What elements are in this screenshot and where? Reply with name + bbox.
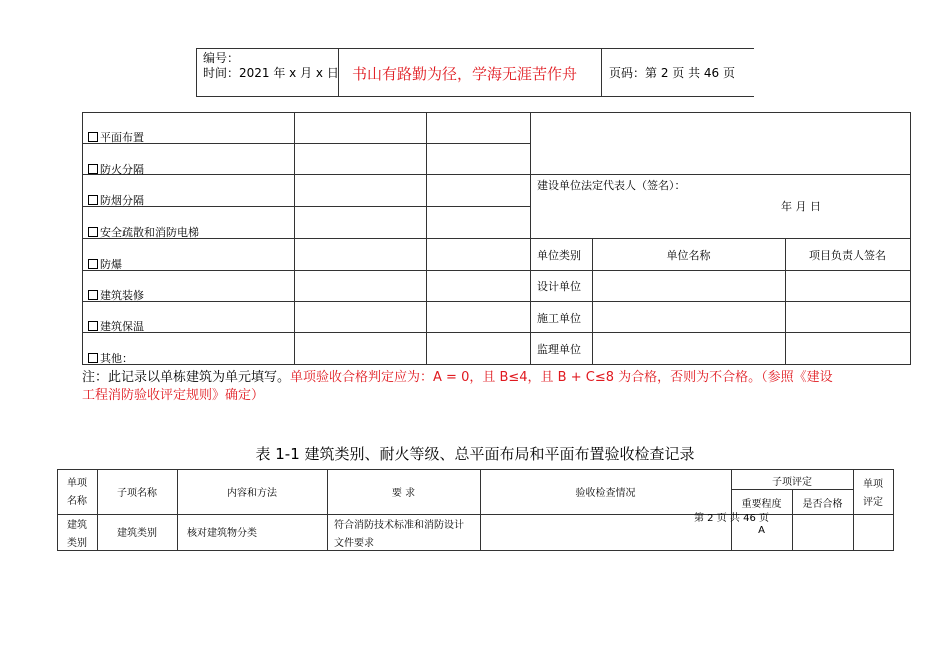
checkbox[interactable] [88, 164, 98, 174]
item-smoke-separation: 防烟分隔 [88, 192, 144, 208]
row-req-1: 符合消防技术标准和消防设计 [334, 520, 464, 531]
leader-sign-header: 项目负责人签名 [809, 249, 886, 262]
h-item-eval-2: 评定 [863, 497, 883, 508]
note-red-2: 工程消防验收评定规则》确定） [82, 388, 265, 403]
motto: 书山有路勤为径，学海无涯苦作舟 [352, 65, 578, 83]
checkbox[interactable] [88, 195, 98, 205]
item-other: 其他： [88, 350, 133, 366]
note-line-1 [82, 366, 833, 385]
checkbox[interactable] [88, 290, 98, 300]
unit-name-header: 单位名称 [666, 249, 711, 262]
h-item-name-2: 名称 [67, 496, 87, 507]
page-label: 页码：第 2 页 共 46 页 [609, 66, 735, 80]
page-overlay: 第 2 页 共 46 页 [694, 513, 769, 524]
time-label: 时间：2021 年 x 月 x 日 [203, 66, 339, 80]
h-importance: 重要程度 [741, 499, 782, 510]
item-insulation: 建筑保温 [88, 318, 144, 334]
h-item-eval-1: 单项 [863, 479, 883, 490]
checkbox[interactable] [88, 132, 98, 142]
h-sub-eval: 子项评定 [772, 477, 812, 488]
table-title: 表 1-1 建筑类别、耐火等级、总平面布局和平面布置验收检查记录 [255, 445, 695, 463]
unit-construction: 施工单位 [537, 312, 581, 325]
unit-type-header: 单位类别 [537, 249, 581, 262]
row-item-2: 类别 [67, 538, 87, 549]
note-black: 注：此记录以单栋建筑为单元填写。 [82, 370, 291, 385]
row-req-2: 文件要求 [334, 538, 374, 549]
note-red-1: 单项验收合格判定应为：A = 0，且 B≤4，且 B + C≤8 为合格，否则为不合格。（参照《建设 [290, 370, 833, 385]
row-content: 核对建筑物分类 [187, 528, 257, 539]
row-sub: 建筑类别 [117, 528, 157, 539]
unit-design: 设计单位 [537, 280, 581, 293]
item-plane-layout: 平面布置 [88, 129, 144, 145]
h-qualified: 是否合格 [802, 499, 843, 510]
item-explosion-proof: 防爆 [88, 256, 122, 272]
checkbox[interactable] [88, 321, 98, 331]
h-sub-name: 子项名称 [117, 488, 157, 499]
h-item-name-1: 单项 [67, 478, 87, 489]
checkbox[interactable] [88, 353, 98, 363]
serial-label: 编号： [203, 51, 240, 65]
item-evacuation: 安全疏散和消防电梯 [88, 224, 199, 240]
row-importance: A [758, 525, 765, 536]
item-fire-separation: 防火分隔 [88, 161, 144, 177]
item-decoration: 建筑装修 [88, 287, 144, 303]
h-situation: 验收检查情况 [575, 488, 636, 499]
checkbox[interactable] [88, 259, 98, 269]
date-line: 年 月 日 [781, 200, 821, 213]
unit-supervision: 监理单位 [537, 343, 581, 356]
h-requirement: 要 求 [391, 488, 416, 499]
checkbox[interactable] [88, 227, 98, 237]
row-item-1: 建筑 [67, 520, 87, 531]
h-content: 内容和方法 [227, 488, 277, 499]
legal-rep-label: 建设单位法定代表人（签名）： [537, 179, 686, 192]
